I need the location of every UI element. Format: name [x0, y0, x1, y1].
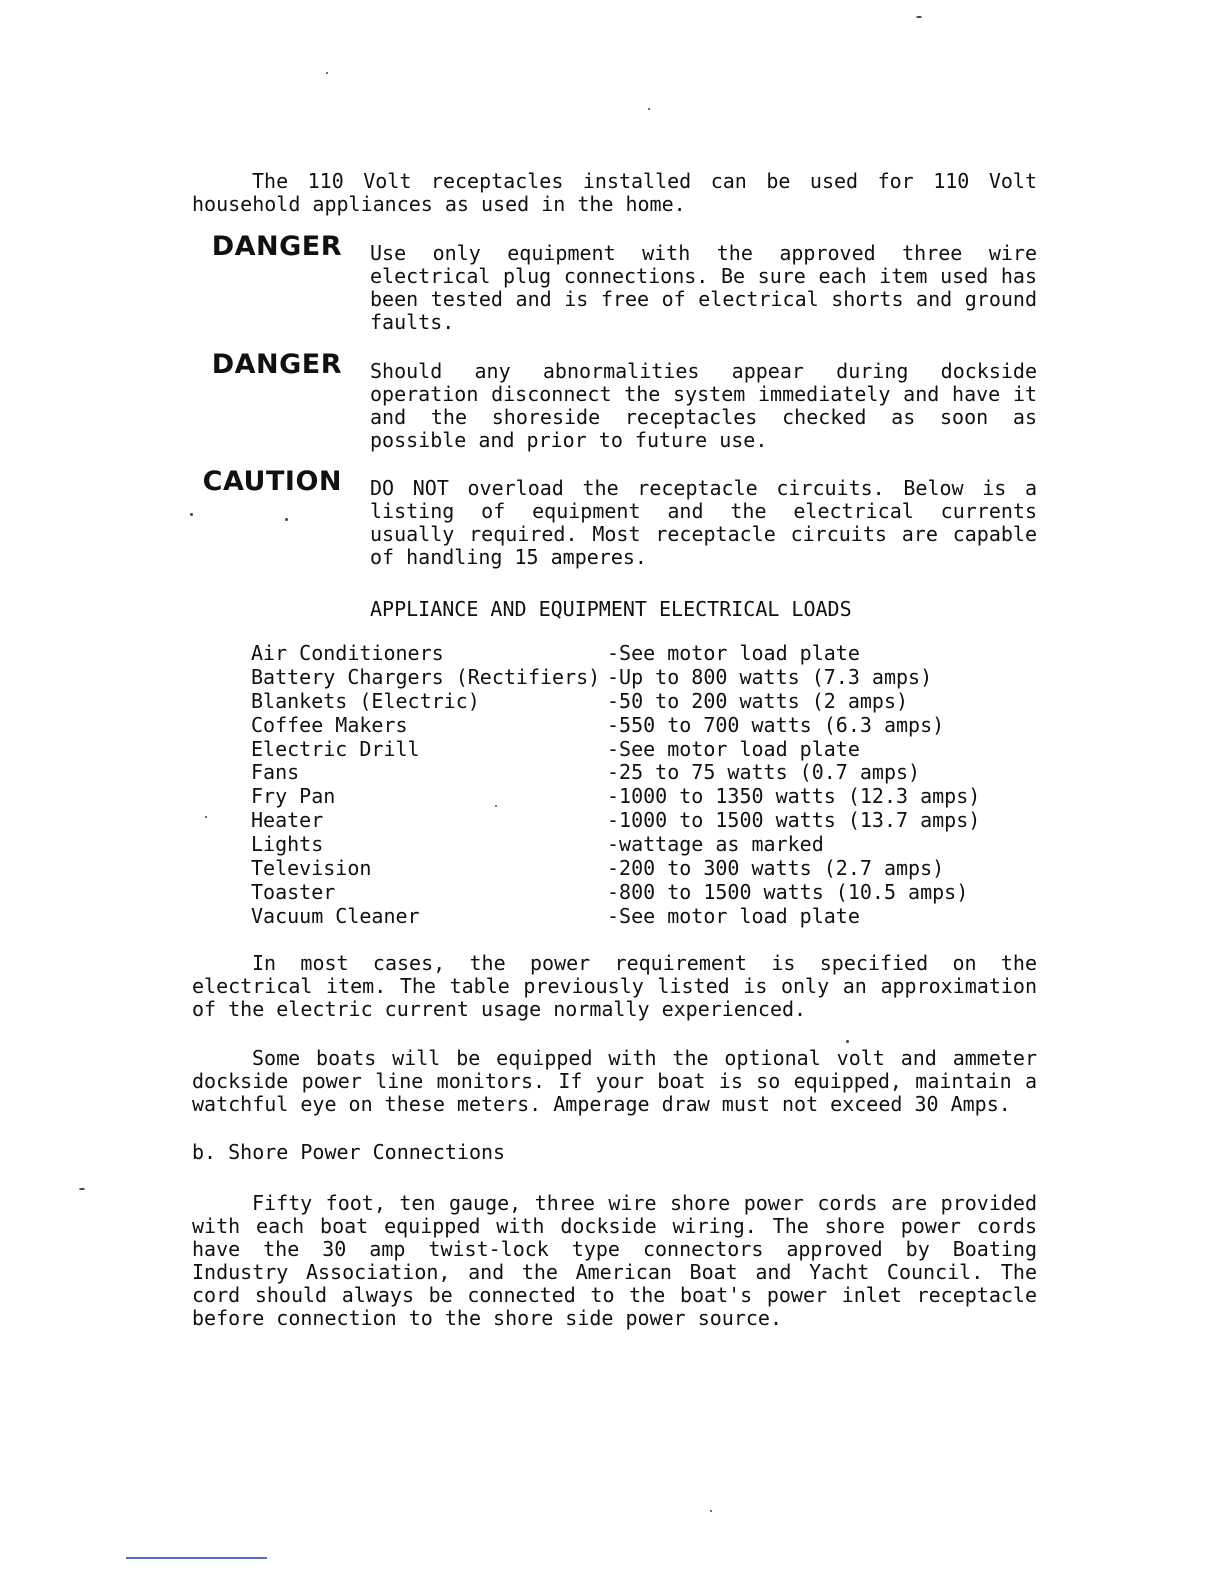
appliance-load: -See motor load plate — [607, 736, 860, 761]
danger-label: DANGER — [211, 349, 342, 380]
appliance-load: -50 to 200 watts (2 amps) — [607, 688, 909, 713]
danger-text: Should any abnormalities appear during dockside operation disconnect the system immediately and have it and the shoreside receptacles checked as soon as possible and prior to future use. — [370, 359, 1037, 452]
loads-table — [251, 642, 1051, 929]
table-row — [251, 738, 1051, 762]
table-row — [251, 666, 1051, 690]
appliance-load: -200 to 300 watts (2.7 amps) — [607, 856, 945, 881]
caution-text: DO NOT overload the receptacle circuits. Below is a listing of equipment and the electrical currents usually required. Most receptacle circuits are capable of handling 15 amperes. — [370, 476, 1037, 569]
appliance-name: Vacuum Cleaner — [251, 903, 420, 928]
appliance-load: -1000 to 1500 watts (13.7 amps) — [607, 808, 981, 833]
table-row — [251, 761, 1051, 785]
appliance-name: Fans — [251, 760, 300, 785]
table-row — [251, 881, 1051, 905]
power-requirement-paragraph: In most cases, the power requirement is specified on the electrical item. The table previously listed is only an approximation of the electric current usage normally experienced. — [192, 951, 1037, 1021]
appliance-name: Battery Chargers (Rectifiers) — [251, 664, 601, 689]
footnote-rule — [126, 1557, 267, 1559]
scan-speck — [710, 1510, 712, 1512]
table-row — [251, 642, 1051, 666]
table-row — [251, 714, 1051, 738]
appliance-name: Lights — [251, 832, 324, 857]
loads-table-title: APPLIANCE AND EQUIPMENT ELECTRICAL LOADS — [370, 597, 852, 621]
meters-paragraph: Some boats will be equipped with the optional volt and ammeter dockside power line monitors. If your boat is so equipped, maintain a watchful eye on these meters. Amperage draw must not exceed 30 Amps. — [192, 1046, 1037, 1116]
appliance-load: -See motor load plate — [607, 641, 860, 665]
scan-speck — [190, 513, 193, 516]
section-heading: b. Shore Power Connections — [192, 1140, 506, 1164]
scan-speck — [495, 805, 497, 807]
scan-speck — [326, 72, 328, 74]
table-row — [251, 905, 1051, 929]
table-row — [251, 785, 1051, 809]
scan-speck — [205, 816, 207, 818]
shore-power-paragraph: Fifty foot, ten gauge, three wire shore power cords are provided with each boat equipped with dockside wiring. The shore power cords have the 30 amp twist-lock type connectors approved by Boating Industry Association, and the American Boat and Yacht Council. The cord should always be connected to the boat's power inlet receptacle before connection to the shore side power source. — [192, 1191, 1037, 1330]
appliance-load: -25 to 75 watts (0.7 amps) — [607, 760, 921, 785]
appliance-load: -1000 to 1350 watts (12.3 amps) — [607, 784, 981, 809]
appliance-load: -See motor load plate — [607, 903, 860, 928]
appliance-name: Air Conditioners — [251, 641, 444, 665]
appliance-load: -wattage as marked — [607, 832, 824, 857]
appliance-load: -550 to 700 watts (6.3 amps) — [607, 712, 945, 737]
scan-speck — [285, 518, 288, 521]
appliance-name: Blankets (Electric) — [251, 688, 480, 713]
scan-speck — [79, 1188, 85, 1190]
appliance-name: Fry Pan — [251, 784, 336, 809]
danger-label: DANGER — [211, 231, 342, 262]
appliance-name: Coffee Makers — [251, 712, 408, 737]
table-row — [251, 857, 1051, 881]
table-row — [251, 690, 1051, 714]
scan-speck — [648, 108, 650, 110]
table-row — [251, 833, 1051, 857]
intro-paragraph: The 110 Volt receptacles installed can be used for 110 Volt household appliances as used in the home. — [192, 169, 1037, 216]
scan-speck — [916, 16, 922, 18]
appliance-load: -Up to 800 watts (7.3 amps) — [607, 664, 933, 689]
appliance-name: Television — [251, 856, 372, 881]
scan-speck — [846, 1040, 849, 1043]
appliance-name: Electric Drill — [251, 736, 420, 761]
appliance-name: Toaster — [251, 879, 336, 904]
appliance-load: -800 to 1500 watts (10.5 amps) — [607, 879, 969, 904]
table-row — [251, 809, 1051, 833]
caution-label: CAUTION — [202, 466, 342, 497]
danger-text: Use only equipment with the approved three wire electrical plug connections. Be sure each item used has been tested and is free of electrical shorts and ground faults. — [370, 241, 1037, 334]
appliance-name: Heater — [251, 808, 324, 833]
